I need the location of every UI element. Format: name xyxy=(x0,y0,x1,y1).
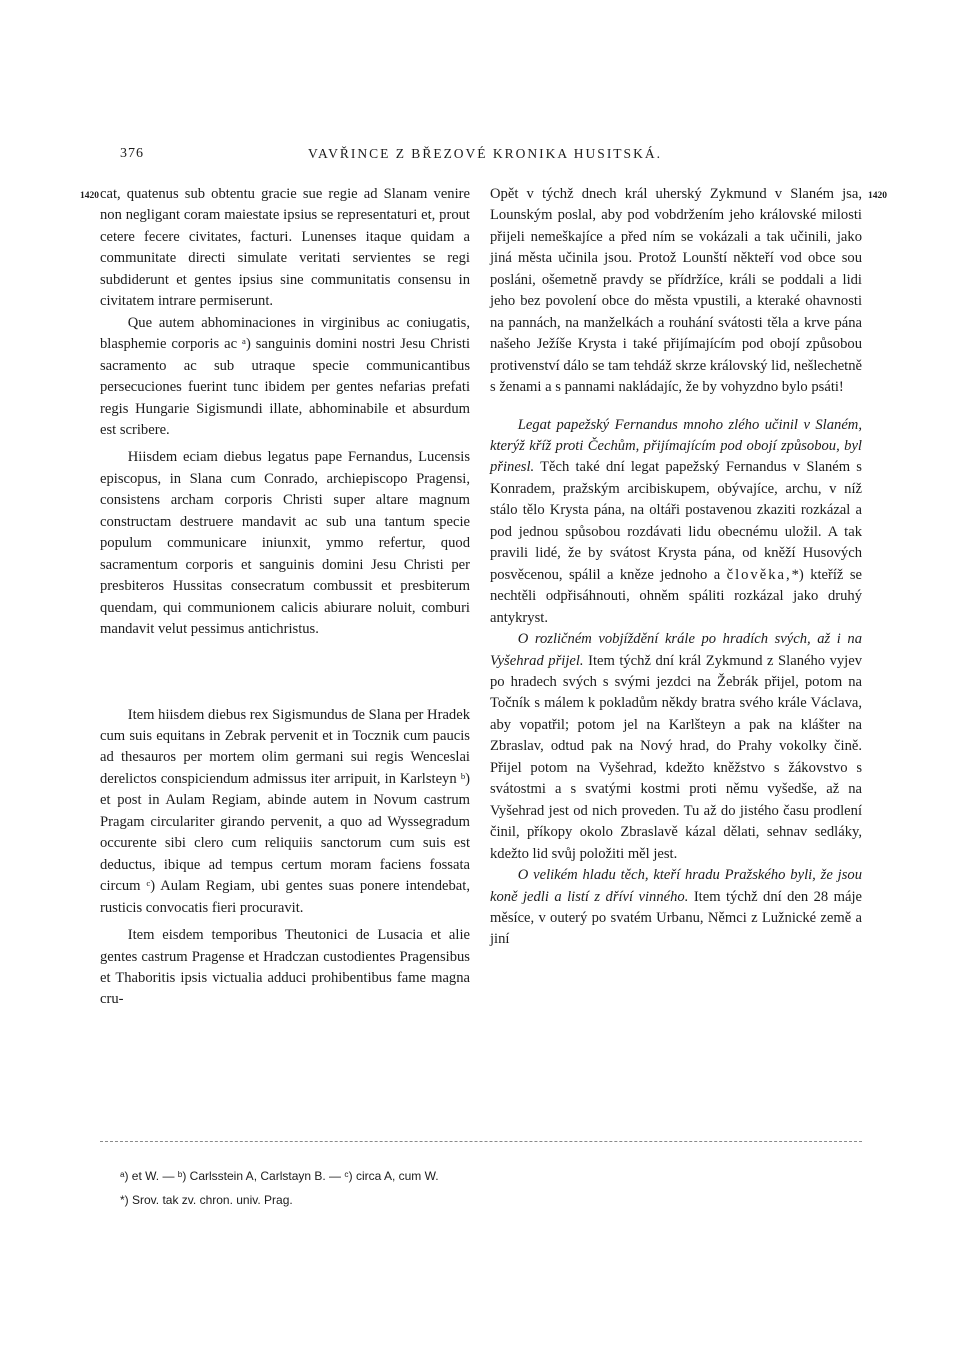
footnote-line: ᵃ) et W. — ᵇ) Carlsstein A, Carlstayn B. — ᶜ) circa A, cum W. xyxy=(120,1169,439,1183)
latin-column xyxy=(100,184,470,1011)
margin-year-left: 1420 xyxy=(80,191,99,201)
footnote-divider xyxy=(100,1141,862,1142)
paragraph-text: Item týchž dní den 28 máje měsíce, v outerý po svatém Urbanu, Němci z Lužnické země a jiní xyxy=(490,888,862,948)
running-title: VAVŘINCE Z BŘEZOVÉ KRONIKA HUSITSKÁ. xyxy=(308,146,662,161)
footnotes xyxy=(120,1164,820,1212)
page-header xyxy=(120,146,850,166)
czech-paragraph xyxy=(490,865,862,951)
section-heading: Legat papežský Fernandus mnoho zlého učinil v Slaném, kterýž kříž proti Čechům, přijímajícím pod obojí způsobou, byl přinesl. xyxy=(490,416,862,476)
czech-paragraph xyxy=(490,415,862,630)
section-heading: O velikém hladu těch, kteří hradu Pražského byli, že jsou koně jedli a listí z dříví vinného. xyxy=(490,867,862,905)
footnote-line: *) Srov. tak zv. chron. univ. Prag. xyxy=(120,1193,293,1207)
latin-paragraph: Item eisdem temporibus Theutonici de Lusacia et alie gentes castrum Pragense et Hradczan custodientes Pragensibus et Thaboritis ipsis victualia adduci prohibentibus fame magna cru- xyxy=(100,927,470,1008)
section-heading: O rozličném vobjíždění krále po hradích svých, až i na Vyšehrad přijel. xyxy=(490,631,862,669)
paragraph-text: Item týchž dní král Zykmund z Slaného vyjev po hradech svých s svými jezdci na Žebrák přijel, potom na Točník s málem k pokladům někdy bratra svého krále Václava, aby vopatřil; potom jel na Karlšteyn a pak na klášter na Zbraslav, odtud pak na Nový hrad, do Prahy vokolky čině. Přijel potom na Vyšehrad, kdežto kněžstvo s žákovstvo s svátostmi a s svatými kostmi proti němu vyšedše, až na Vyšehrad jest od nich proveden. Tu až do jistého času prodlení činil, příkopy okolo Zbraslavě kázal dělati, sehnav sedláky, kdežto lid svůj položiti měl jest. xyxy=(490,652,862,862)
margin-year-right: 1420 xyxy=(868,191,887,201)
paragraph-text: *) kteříž se nechtěli odpřisáhnouti, ohněm spáliti rozkázal jako druhý antykryst. xyxy=(490,566,862,626)
latin-paragraph: Hiisdem eciam diebus legatus pape Fernandus, Lucensis episcopus, in Slana cum Conrado, archiepiscopo Pragensi, consistens archam corporis Christi super altare magnum constructam destruere mandavit ac sub una tantum specie populum communicare iniunxit, ymmo refertur, quod sacramentum corporis et sanguinis domini Jesu Christi per presbiteros Hussitas consecratum combussit et presbiterum quendam, qui communionem calicis abiurare noluit, comburi mandavit velut pessimus antichristus. xyxy=(100,449,470,638)
latin-paragraph: cat, quatenus sub obtentu gracie sue regie ad Slanam venire non negligant coram maiestate ipsius se representaturi et, prout cetere fecere civitates, facturi. Lunenses itaque quidam a communitate directi simulate veritati servientes se regi subdiderunt et gentes ipsius sine communitatis consensu in civitatem intrare permiserunt. xyxy=(100,186,470,310)
czech-paragraph: Opět v týchž dnech král uherský Zykmund v Slaném jsa, Lounským poslal, aby pod vobdržením jeho královské milosti přijeli nemeškajíce a před ním se vokázali a tak učinili, jako jiná města učinila jsou. Protož Lounští někteří vod obce sou posláni, ošemetně pravdy se přídržíce, králi se poddali a lidi jeho bez povolení obce do města vpustili, a kteraké ohavnosti na pannách, na manželkách a rouhání svátosti těla a krve pána našeho Ježíše Krysta i také přijímajícím pod obojí způsobou protivenství dálo se tam tehdáž skrze královský lid, nešlechetně s ženami a s pannami nakládajíc, že by vohyzdno bylo psáti! xyxy=(490,186,862,396)
czech-paragraph xyxy=(490,629,862,865)
spaced-word: člověka, xyxy=(726,566,792,583)
latin-paragraph: Que autem abhominaciones in virginibus ac coniugatis, blasphemie corporis ac ᵃ) sanguinis domini nostri Jesu Christi sacramento ac sub utraque specie communicantibus persecuciones fuerint tunc ibidem per gentes nefarias prefati regis Hungarie Sigismundi illate, abhominabile et absurdum est scribere. xyxy=(100,314,470,438)
latin-paragraph: Item hiisdem diebus rex Sigismundus de Slana per Hradek cum suis equitans in Zebrak pervenit et in Tocznik cum paucis ad thesauros per mortem olim germani sui regis Wenceslai derelictos conspiciendum admissus iter arripuit, in Karlsteyn ᵇ) et post in Aulam Regiam, abinde autem in Novum castrum Pragam circulariter girando pervenit, a quo ad Wyssegradum occurente sibi clero cum reliquiis sanctorum cum suis est deductus, ibique ad tempus certum moram faciens fossata circum ᶜ) Aulam Regiam, ubi gentes suas ponere intendebat, rusticis convocatis fieri procuravit. xyxy=(100,706,470,916)
czech-column xyxy=(490,184,862,951)
paragraph-text: Těch také dní legat papežský Fernandus v Slaném s Konradem, pražským arcibiskupem, obývajíce, archu, v níž stálo tělo Krysta pána, na oltáři postavenou zkaziti rozkázal a pod jednou spůsobou rozdávati lidu obecnému uložil. A tak pravili lidé, že by svátost Krysta pána, od kněží Husových posvěcenou, spálil a kněze jednoho a xyxy=(490,459,862,583)
page-number: 376 xyxy=(120,146,144,161)
